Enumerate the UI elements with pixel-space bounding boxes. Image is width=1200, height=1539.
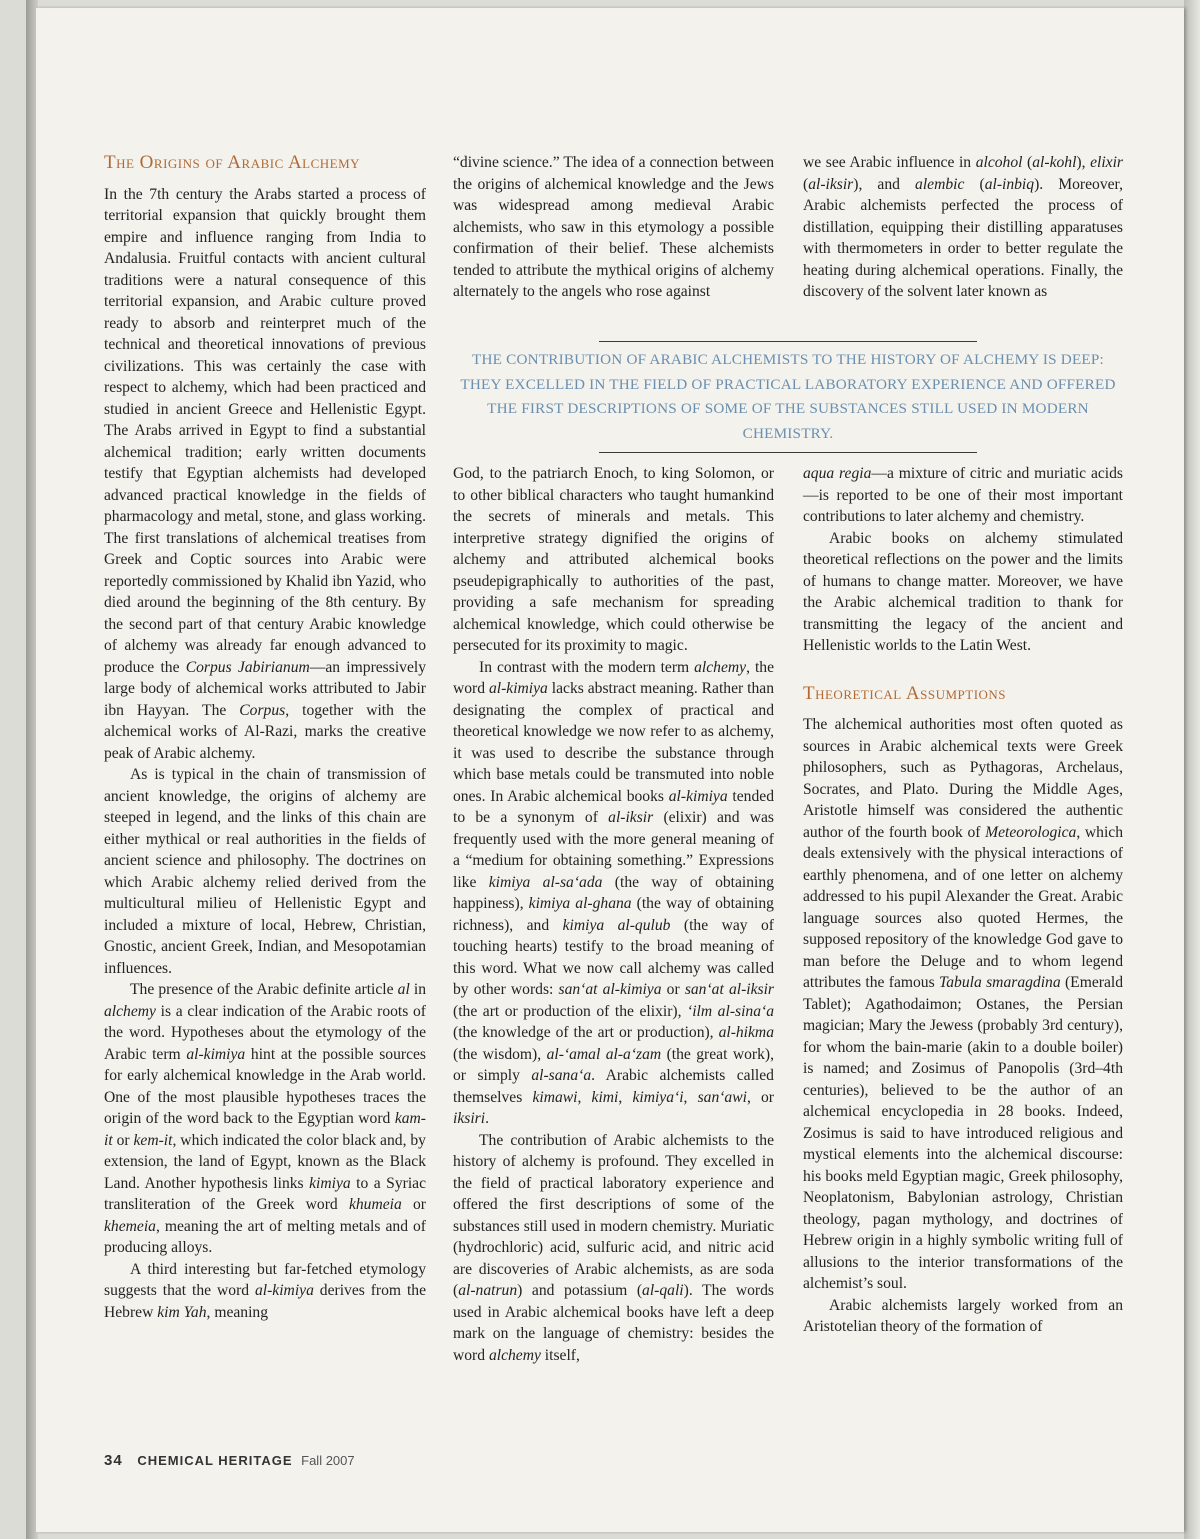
section-heading-origins: The Origins of Arabic Alchemy [104, 152, 361, 173]
issue-date: Fall 2007 [301, 1453, 355, 1468]
paragraph: “divine science.” The idea of a connection between the origins of alchemical knowledge and the Jews was widespread among medieval Arabic alchemists, who saw in this etymology a possible confirmation of their belief. These alchemists tended to attribute the mythical origins of alchemy alternately to the angels who rose against [453, 154, 774, 300]
paragraph: Arabic books on alchemy stimulated theoretical reflections on the power and the limits of humans to change matter. Moreover, we have the Arabic alchemical tradition to thank for transmitting the legacy of the ancient and Hellenistic worlds to the Latin West. [803, 529, 1123, 654]
paragraph: In contrast with the modern term alchemy, the word al-kimiya lacks abstract meaning. Rather than designating the complex of practical and theoretical knowledge we now refer to as alchemy, it was used to describe the substance through which base metals could be transmuted into noble ones. In Arabic alchemical books al-kimiya tended to be a synonym of al-iksir (elixir) and was frequently used with the more general meaning of a “medium for obtaining something.” Expressions like kimiya al-sa‘ada (the way of obtaining happiness), kimiya al-ghana (the way of obtaining richness), and kimiya al-qulub (the way of touching hearts) testify to the broad meaning of this word. What we now call alchemy was called by other words: san‘at al-kimiya or san‘at al-iksir (the art or production of the elixir), ‘ilm al-sina‘a (the knowledge of the art or production), al-hikma (the wisdom), al-‘amal al-a‘zam (the great work), or simply al-sana‘a. Arabic alchemists called themselves kimawi, kimi, kimiya‘i, san‘awi, or iksiri. [453, 658, 775, 1127]
paragraph: we see Arabic influence in alcohol (al-kohl), elixir (al-iksir), and alembic (al-inbiq). Moreover, Arabic alchemists perfected the process of distillation, equipping their distilling apparatuses with thermometers in order to better regulate the heating during alchemical operations. Finally, the discovery of the solvent later known as [803, 154, 1124, 300]
page-number: 34 [104, 1452, 123, 1469]
column-middle-top [453, 152, 774, 303]
column-left [104, 152, 426, 1323]
magazine-name: CHEMICAL HERITAGE [137, 1453, 293, 1468]
paragraph: God, to the patriarch Enoch, to king Solomon, or to other biblical characters who taught humankind the secrets of minerals and metals. This interpretive strategy dignified the origins of alchemy and attributed alchemical books pseudepigraphically to authorities of the past, providing a safe mechanism for spreading alchemical knowledge, which could otherwise be persecuted for its proximity to magic. [453, 465, 774, 654]
page-edge [1184, 0, 1200, 1539]
page-footer [104, 1452, 355, 1469]
paragraph: Arabic alchemists largely worked from an Aristotelian theory of the formation of [803, 1296, 1123, 1335]
column-right-bottom [803, 463, 1123, 1338]
paragraph: In the 7th century the Arabs started a process of territorial expansion that quickly brought them empire and influence ranging from India to Andalusia. Fruitful contacts with ancient cultural traditions were a natural consequence of this territorial expansion, and Arabic culture proved ready to absorb and reinterpret much of the technical and theoretical innovations of previous civilizations. This was certainly the case with respect to alchemy, which had been practiced and studied in ancient Greece and Hellenistic Egypt. The Arabs arrived in Egypt to find a substantial alchemical tradition; early written documents testify that Egyptian alchemists had developed advanced practical knowledge in the fields of pharmacology and metal, stone, and glass working. The first translations of alchemical treatises from Greek and Coptic sources into Arabic were reportedly commissioned by Khalid ibn Yazid, who died around the beginning of the 8th century. By the second part of that century Arabic knowledge of alchemy was already far enough advanced to produce the Corpus Jabirianum—an impressively large body of alchemical works attributed to Jabir ibn Hayyan. The Corpus, together with the alchemical works of Al-Razi, marks the creative peak of Arabic alchemy. [104, 185, 427, 762]
column-middle-bottom [453, 463, 774, 1366]
pull-quote-rule-top [599, 341, 977, 342]
paragraph: The presence of the Arabic definite article al in alchemy is a clear indication of the Arabic roots of the word. Hypotheses about the etymology of the Arabic term al-kimiya hint at the possible sources for early alchemical knowledge in the Arab world. One of the most plausible hypotheses traces the origin of the word back to the Egyptian word kam-it or kem-it, which indicated the color black and, by extension, the land of Egypt, known as the Black Land. Another hypothesis links kimiya to a Syriac transliteration of the Greek word khumeia or khemeia, meaning the art of melting metals and of producing alloys. [104, 981, 427, 1256]
paragraph: The contribution of Arabic alchemists to the history of alchemy is profound. They excelled in the field of practical laboratory experience and offered the first descriptions of some of the substances still used in modern chemistry. Muriatic (hydrochloric) acid, sulfuric acid, and nitric acid are discoveries of Arabic alchemists, as are soda (al-natrun) and potassium (al-qali). The words used in Arabic alchemical books have left a deep mark on the language of chemistry: besides the word alchemy itself, [453, 1131, 774, 1364]
pull-quote-text: THE CONTRIBUTION OF ARABIC ALCHEMISTS TO THE HISTORY OF ALCHEMY IS DEEP: THEY EXCELLED IN THE FIELD OF PRACTICAL LABORATORY EXPERIENCE AND OFFERED THE FIRST DESCRIPTIONS OF SOME OF THE SUBSTANCES STILL USED IN MODERN CHEMISTRY. [460, 351, 1116, 442]
paragraph: aqua regia—a mixture of citric and muriatic acids—is reported to be one of their most important contributions to later alchemy and chemistry. [803, 465, 1123, 525]
paragraph: The alchemical authorities most often quoted as sources in Arabic alchemical texts were Greek philosophers, such as Pythagoras, Archelaus, Socrates, and Plato. During the Middle Ages, Aristotle himself was considered the authentic author of the fourth book of Meteorologica, which deals extensively with the physical interactions of earthly phenomena, and of one letter on alchemy addressed to his pupil Alexander the Great. Arabic language sources also quoted Hermes, the supposed repository of the knowledge God gave to man before the Deluge and to whom legend attributes the famous Tabula smaragdina (Emerald Tablet); Agathodaimon; Ostanes, the Persian magician; Mary the Jewess (probably 3rd century), for whom the bain-marie (akin to a double boiler) is named; and Zosimus of Panopolis (3rd–4th centuries), believed to be the author of an alchemical encyclopedia in 28 books. Indeed, Zosimus is said to have introduced religious and mystical elements into the alchemical discourse: his books meld Egyptian magic, Greek philosophy, Neoplatonism, Babylonian astrology, Christian theology, pagan mythology, and doctrines of Hebrew origin in a highly symbolic writing full of allusions to the interior transformations of the alchemist’s soul. [803, 716, 1124, 1292]
pull-quote [450, 341, 1126, 453]
pull-quote-rule-bottom [599, 452, 977, 453]
paragraph: As is typical in the chain of transmission of ancient knowledge, the origins of alchemy are steeped in legend, and the links of this chain are either mythical or real authorities in the fields of ancient science and philosophy. The doctrines on which Arabic alchemy relied derived from the multicultural milieu of Hellenistic Egypt and included a mixture of local, Hebrew, Christian, Gnostic, ancient Greek, Indian, and Mesopotamian influences. [104, 766, 426, 977]
section-heading-theoretical: Theoretical Assumptions [803, 682, 1007, 704]
column-right-top [803, 152, 1123, 303]
paragraph: A third interesting but far-fetched etymology suggests that the word al-kimiya derives from the Hebrew kim Yah, meaning [104, 1260, 426, 1321]
